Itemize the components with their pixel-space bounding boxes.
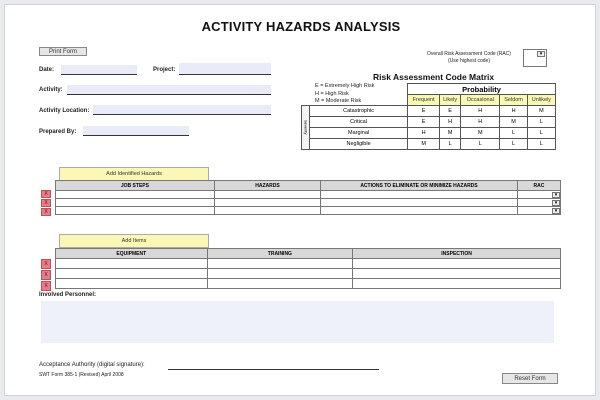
severity-row-label: Catastrophic [310,106,408,117]
table-row [56,279,561,289]
items-table [55,248,561,289]
signature-line[interactable] [168,369,379,370]
matrix-cell: H [461,117,500,128]
matrix-cell: M [500,117,527,128]
delete-row-button[interactable]: X [41,281,51,291]
action-cell[interactable] [321,207,518,215]
probability-col: Frequent [408,95,440,106]
action-cell[interactable] [321,199,518,207]
chevron-down-icon[interactable]: ▾ [552,192,560,198]
chevron-down-icon[interactable]: ▾ [552,208,560,214]
chevron-down-icon: ▾ [537,51,545,57]
page-title: ACTIVITY HAZARDS ANALYSIS [201,19,401,34]
rac-cell[interactable] [517,207,560,215]
activity-field[interactable] [67,85,271,95]
job-step-cell[interactable] [56,207,215,215]
matrix-cell: M [408,139,440,150]
table-row [56,191,561,199]
severity-label-text: Severity [303,119,309,135]
project-field[interactable] [179,63,271,75]
hazard-cell[interactable] [214,191,320,199]
matrix-cell: L [527,128,555,139]
hazards-header: JOB STEPS [56,181,215,191]
add-identified-hazards-button[interactable]: Add Identified Hazards [59,167,209,181]
matrix-cell: H [440,117,461,128]
legend-item: H = High Risk [315,90,349,97]
matrix-cell: H [500,106,527,117]
hazards-header: ACTIONS TO ELIMINATE OR MINIMIZE HAZARDS [321,181,518,191]
matrix-cell: L [500,128,527,139]
items-header: EQUIPMENT [56,249,208,259]
action-cell[interactable] [321,191,518,199]
activity-label: Activity: [39,87,63,93]
matrix-cell: L [461,139,500,150]
table-row [56,259,561,269]
hazards-header: RAC [517,181,560,191]
activity-location-field[interactable] [93,105,271,115]
items-header: TRAINING [207,249,353,259]
prepared-by-field[interactable] [83,126,189,136]
equipment-cell[interactable] [56,259,208,269]
add-items-button[interactable]: Add Items [59,234,209,248]
table-row [56,207,561,215]
rac-cell[interactable] [517,191,560,199]
overall-rac-label: Overall Risk Assessment Code (RAC) [427,51,511,57]
matrix-cell: E [408,106,440,117]
risk-matrix-table [301,83,556,150]
hazard-cell[interactable] [214,199,320,207]
severity-row-label: Critical [310,117,408,128]
overall-rac-select[interactable] [523,49,547,67]
date-label: Date: [39,67,55,73]
overall-rac-sublabel: (Use highest code) [448,58,490,64]
training-cell[interactable] [207,279,353,289]
matrix-cell: M [527,106,555,117]
inspection-cell[interactable] [353,269,561,279]
matrix-cell: H [461,106,500,117]
matrix-cell: M [440,128,461,139]
severity-row-label: Marginal [310,128,408,139]
project-label: Project: [153,67,176,73]
severity-label [302,106,310,150]
hazards-header: HAZARDS [214,181,320,191]
legend-item: E = Extremely High Risk [315,83,375,89]
delete-row-button[interactable]: X [41,190,51,198]
delete-row-button[interactable]: X [41,208,51,216]
job-step-cell[interactable] [56,191,215,199]
delete-row-button[interactable]: X [41,199,51,207]
matrix-cell: H [408,128,440,139]
matrix-cell: L [500,139,527,150]
inspection-cell[interactable] [353,279,561,289]
date-field[interactable] [61,65,137,75]
severity-row-label: Negligible [310,139,408,150]
delete-row-button[interactable]: X [41,270,51,280]
delete-row-button[interactable]: X [41,259,51,269]
items-header: INSPECTION [353,249,561,259]
reset-form-button[interactable]: Reset Form [502,373,558,384]
involved-personnel-field[interactable] [41,301,554,343]
matrix-cell: E [440,106,461,117]
table-row [56,199,561,207]
probability-header: Probability [408,84,556,95]
chevron-down-icon[interactable]: ▾ [552,200,560,206]
prepared-by-label: Prepared By: [39,129,77,135]
acceptance-label: Acceptance Authority (digital signature): [39,362,145,368]
probability-col: Occasional [461,95,500,106]
equipment-cell[interactable] [56,269,208,279]
hazards-table [55,180,561,215]
probability-col: Likely [440,95,461,106]
matrix-cell: E [408,117,440,128]
matrix-title: Risk Assessment Code Matrix [373,72,495,82]
matrix-cell: L [527,117,555,128]
matrix-cell: L [440,139,461,150]
print-form-button[interactable]: Print Form [39,47,87,56]
probability-col: Unlikely [527,95,555,106]
inspection-cell[interactable] [353,259,561,269]
rac-cell[interactable] [517,199,560,207]
training-cell[interactable] [207,269,353,279]
probability-col: Seldom [500,95,527,106]
legend-item: M = Moderate Risk [315,98,362,104]
matrix-cell: M [461,128,500,139]
activity-location-label: Activity Location: [39,108,90,114]
table-row [56,269,561,279]
equipment-cell[interactable] [56,279,208,289]
form-page [4,4,596,396]
form-id: SWT Form 385-1 (Revised) April 2008 [39,372,124,378]
matrix-cell: L [527,139,555,150]
job-step-cell[interactable] [56,199,215,207]
hazard-cell[interactable] [214,207,320,215]
involved-personnel-label: Involved Personnel: [39,292,97,298]
training-cell[interactable] [207,259,353,269]
